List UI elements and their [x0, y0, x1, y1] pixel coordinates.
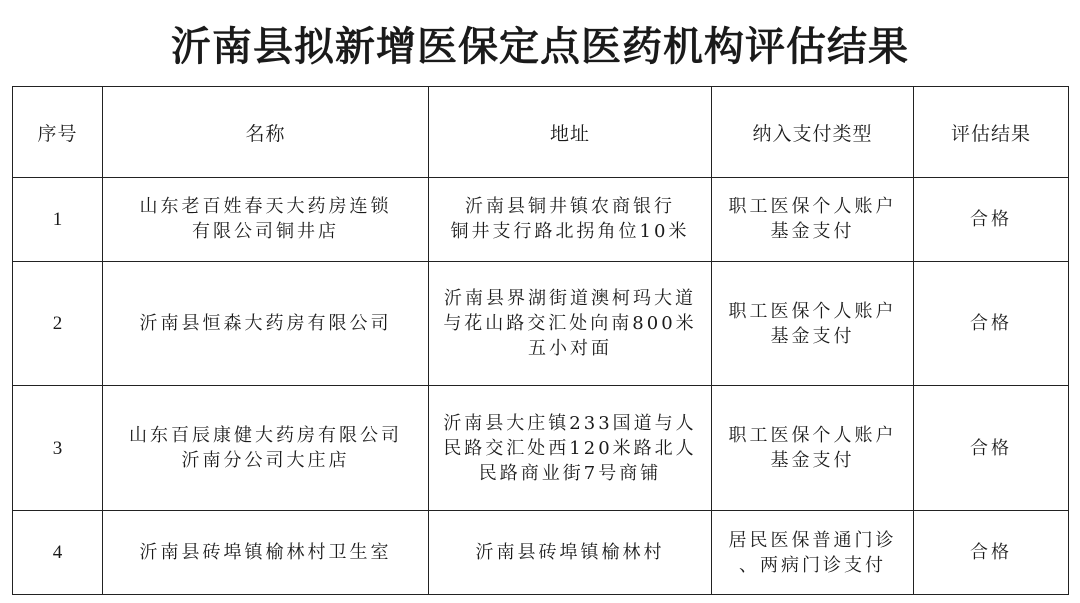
cell-payment-type	[712, 261, 914, 386]
cell-serial-number: 1	[13, 178, 103, 262]
cell-address-line: 与花山路交汇处向南800米	[443, 313, 697, 335]
table-row	[13, 178, 1069, 262]
cell-payment-line: 居民医保普通门诊	[728, 529, 897, 551]
cell-payment-line: 基金支付	[770, 221, 855, 243]
cell-payment-line: 职工医保个人账户	[728, 425, 897, 447]
cell-address	[429, 178, 712, 262]
cell-name	[103, 178, 429, 262]
evaluation-table	[12, 86, 1069, 595]
table-header-row	[13, 87, 1069, 178]
cell-address-line: 铜井支行路北拐角位10米	[450, 221, 690, 243]
cell-address-line: 沂南县砖埠镇榆林村	[475, 542, 665, 564]
cell-payment-type	[712, 511, 914, 595]
cell-payment-line: 、两病门诊支付	[739, 554, 886, 576]
cell-address-line: 沂南县界湖街道澳柯玛大道	[444, 288, 696, 310]
cell-payment-line: 基金支付	[770, 450, 855, 472]
cell-name-line: 沂南县恒森大药房有限公司	[139, 313, 392, 335]
cell-payment-type	[712, 386, 914, 511]
cell-name	[103, 261, 429, 386]
cell-result: 合格	[914, 178, 1069, 262]
cell-serial-number: 3	[13, 386, 103, 511]
cell-payment-line: 职工医保个人账户	[728, 300, 897, 322]
cell-address	[429, 261, 712, 386]
table-row	[13, 511, 1069, 595]
cell-address-line: 沂南县铜井镇农商银行	[465, 196, 675, 218]
cell-payment-line: 职工医保个人账户	[728, 196, 897, 218]
header-payment-type: 纳入支付类型	[712, 87, 914, 178]
header-address: 地址	[429, 87, 712, 178]
table-row	[13, 386, 1069, 511]
cell-address	[429, 386, 712, 511]
header-serial-number: 序号	[13, 87, 103, 178]
cell-payment-line: 基金支付	[770, 325, 855, 347]
cell-address-line: 民路商业街7号商铺	[478, 462, 662, 484]
table-row	[13, 261, 1069, 386]
cell-address-line: 五小对面	[528, 338, 612, 360]
cell-name-line: 沂南县砖埠镇榆林村卫生室	[139, 542, 392, 564]
header-name: 名称	[103, 87, 429, 178]
cell-name-line: 山东老百姓春天大药房连锁	[139, 196, 392, 218]
cell-serial-number: 4	[13, 511, 103, 595]
document-title: 沂南县拟新增医保定点医药机构评估结果	[171, 23, 909, 69]
cell-address-line: 沂南县大庄镇233国道与人	[443, 412, 697, 434]
cell-name	[103, 386, 429, 511]
cell-result: 合格	[914, 386, 1069, 511]
cell-serial-number: 2	[13, 261, 103, 386]
cell-result: 合格	[914, 511, 1069, 595]
cell-name-line: 山东百辰康健大药房有限公司	[129, 425, 402, 447]
cell-name-line: 有限公司铜井店	[192, 221, 339, 243]
cell-name	[103, 511, 429, 595]
cell-address	[429, 511, 712, 595]
cell-address-line: 民路交汇处西120米路北人	[443, 437, 697, 459]
header-evaluation-result: 评估结果	[914, 87, 1069, 178]
cell-payment-type	[712, 178, 914, 262]
cell-result: 合格	[914, 261, 1069, 386]
cell-name-line: 沂南分公司大庄店	[181, 450, 350, 472]
